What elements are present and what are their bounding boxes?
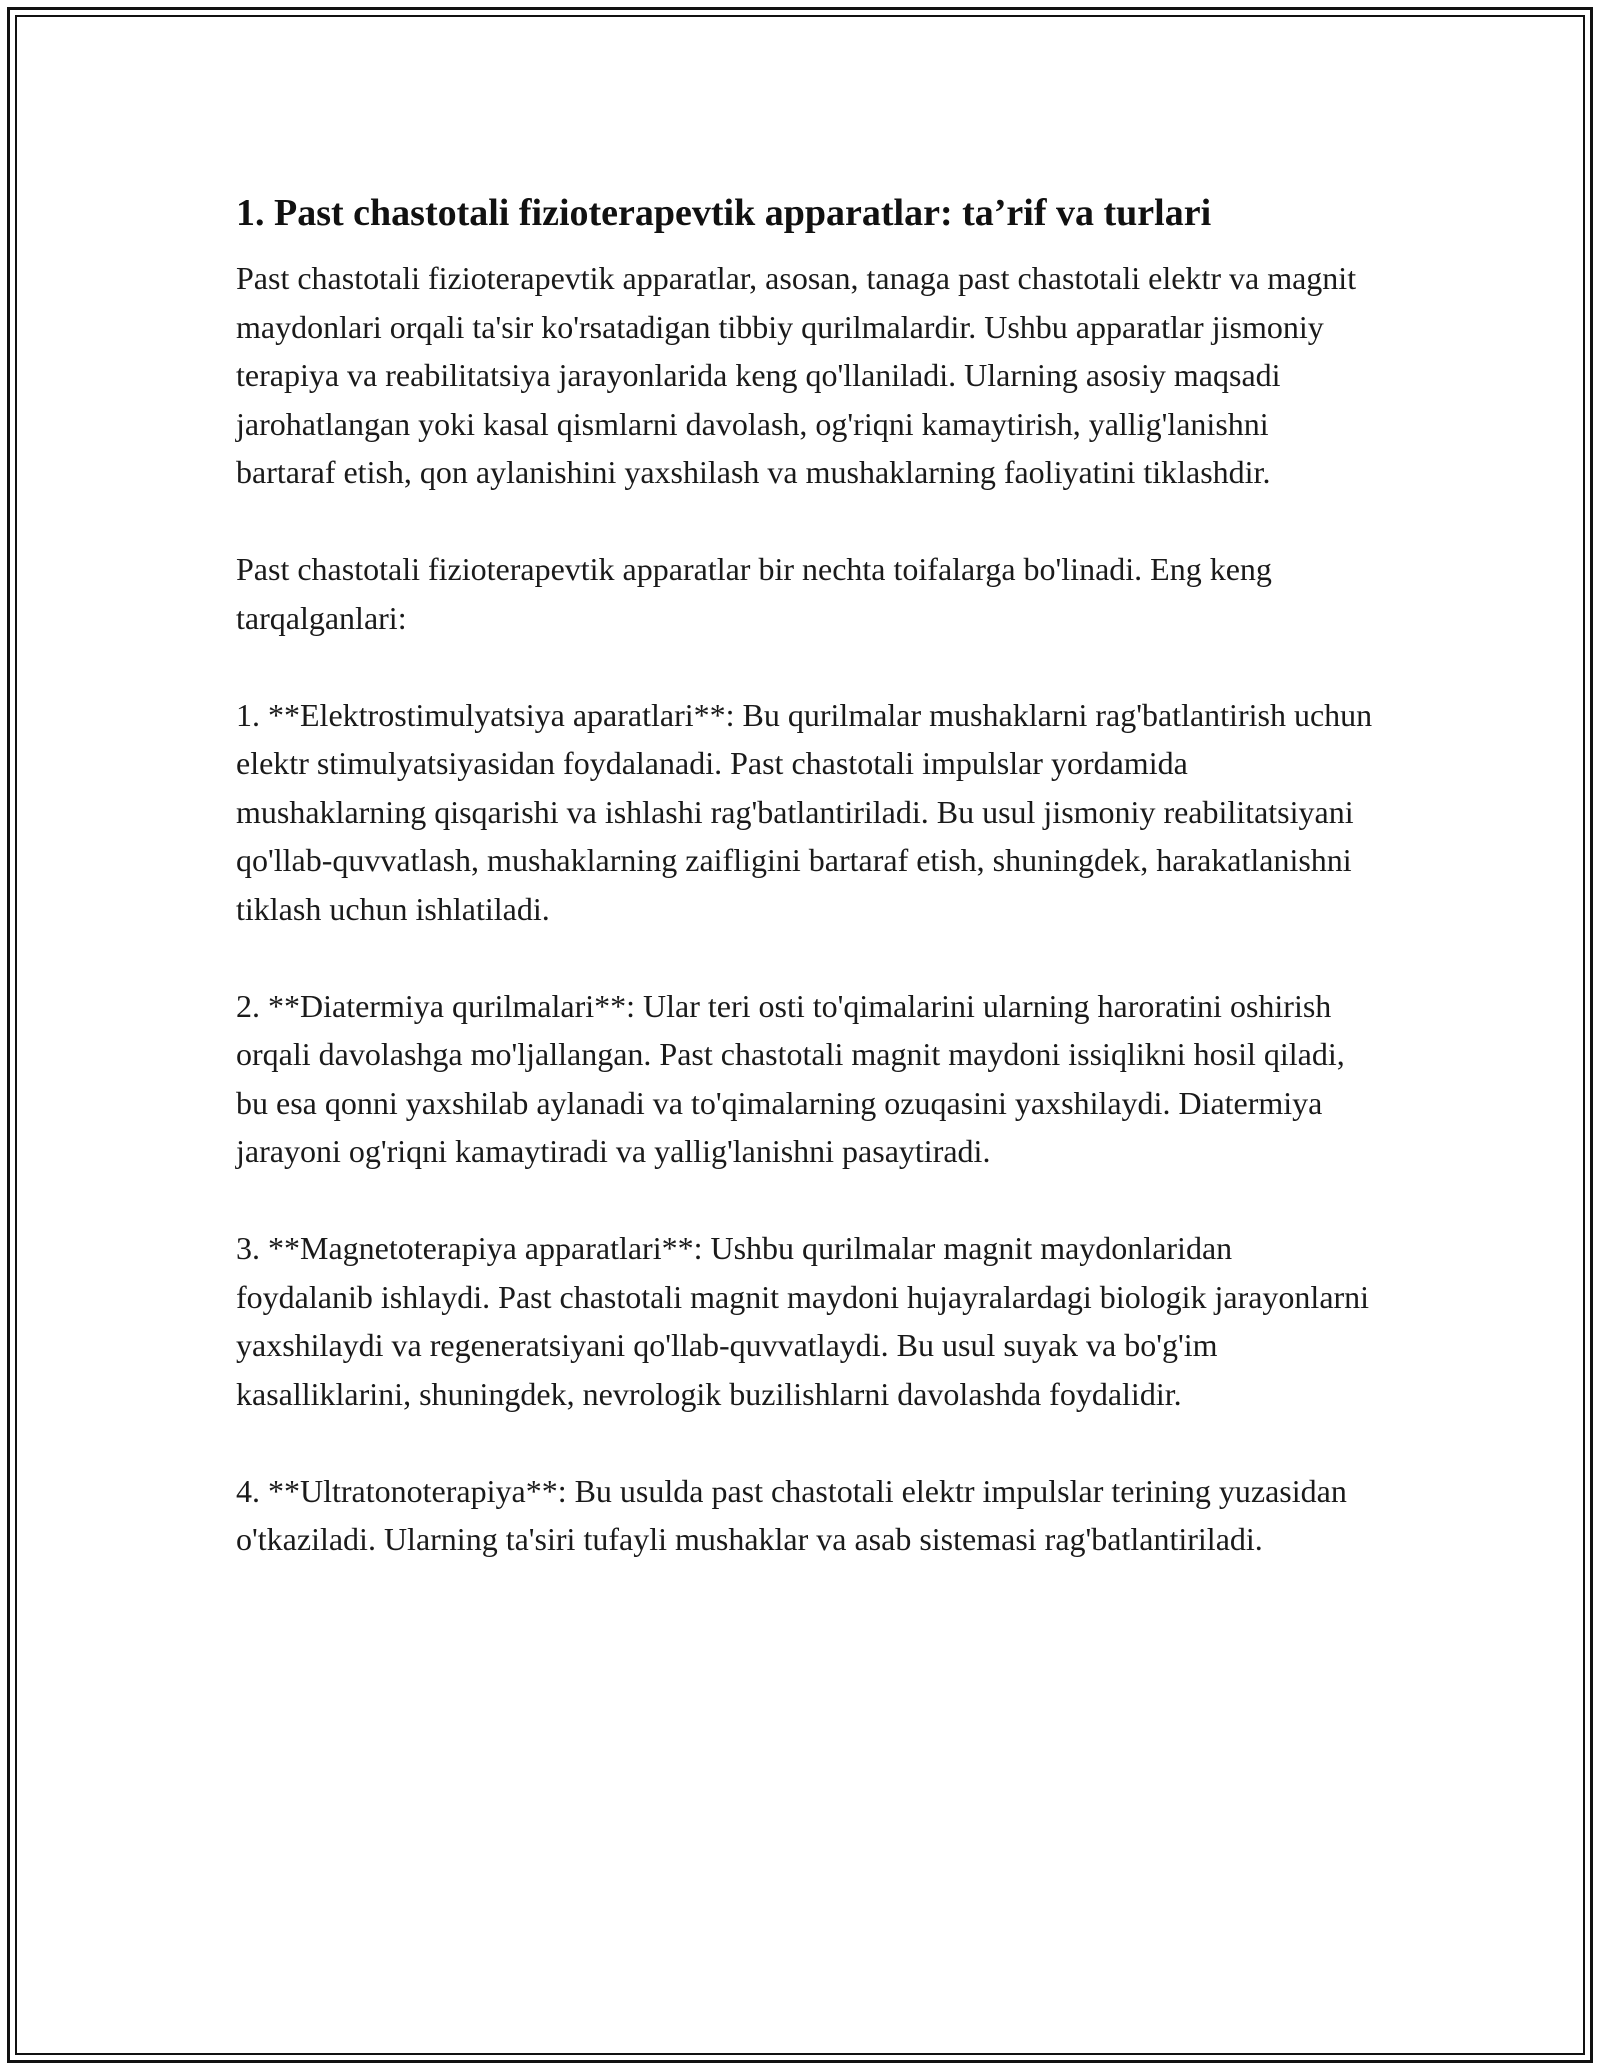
- list-item-ultratonotherapy: 4. **Ultratonoterapiya**: Bu usulda past chastotali elektr impulslar terining yuzasidan o'tkaziladi. Ularning ta'siri tufayli mushaklar va asab sistemasi rag'batlantiriladi.: [236, 1472, 1347, 1557]
- list-item-magnetotherapy: 3. **Magnetoterapiya apparatlari**: Ushbu qurilmalar magnit maydonlaridan foydalanib ishlaydi. Past chastotali magnit maydoni hujayralardagi biologik jarayonlarni yaxshilaydi va regeneratsiyani qo'llab-quvvatlaydi. Bu usul suyak va bo'g'im kasalliklarini, shuningdek, nevrologik buzilishlarni davolashda foydalidir.: [236, 1230, 1370, 1412]
- categories-intro-paragraph: Past chastotali fizioterapevtik apparatlar bir nechta toifalarga bo'linadi. Eng keng tarqalganlari:: [236, 551, 1272, 636]
- list-item-diathermy: 2. **Diatermiya qurilmalari**: Ular teri osti to'qimalarini ularning haroratini oshirish orqali davolashga mo'ljallangan. Past chastotali magnit maydoni issiqlikni hosil qiladi, bu esa qonni yaxshilab aylanadi va to'qimalarning ozuqasini yaxshilaydi. Diatermiya jarayoni og'riqni kamaytiradi va yallig'lanishni pasaytiradi.: [236, 987, 1345, 1169]
- section-title: 1. Past chastotali fizioterapevtik apparatlar: ta’rif va turlari: [236, 192, 1212, 234]
- list-item-electrostimulation: 1. **Elektrostimulyatsiya aparatlari**: Bu qurilmalar mushaklarni rag'batlantirish uchun elektr stimulyatsiyasidan foydalanadi. Past chastotali impulslar yordamida mushaklarning qisqarishi va ishlashi rag'batlantiriladi. Bu usul jismoniy reabilitatsiyani qo'llab-quvvatlash, mushaklarning zaifligini bartaraf etish, shuningdek, harakatlanishni tiklash uchun ishlatiladi.: [236, 696, 1373, 927]
- document-body: [236, 184, 1376, 1612]
- intro-paragraph: Past chastotali fizioterapevtik apparatlar, asosan, tanaga past chastotali elektr va magnit maydonlari orqali ta'sir ko'rsatadigan tibbiy qurilmalardir. Ushbu apparatlar jismoniy terapiya va reabilitatsiya jarayonlarida keng qo'llaniladi. Ularning asosiy maqsadi jarohatlangan yoki kasal qismlarni davolash, og'riqni kamaytirish, yallig'lanishni bartaraf etish, qon aylanishini yaxshilash va mushaklarning faoliyatini tiklashdir.: [236, 260, 1357, 490]
